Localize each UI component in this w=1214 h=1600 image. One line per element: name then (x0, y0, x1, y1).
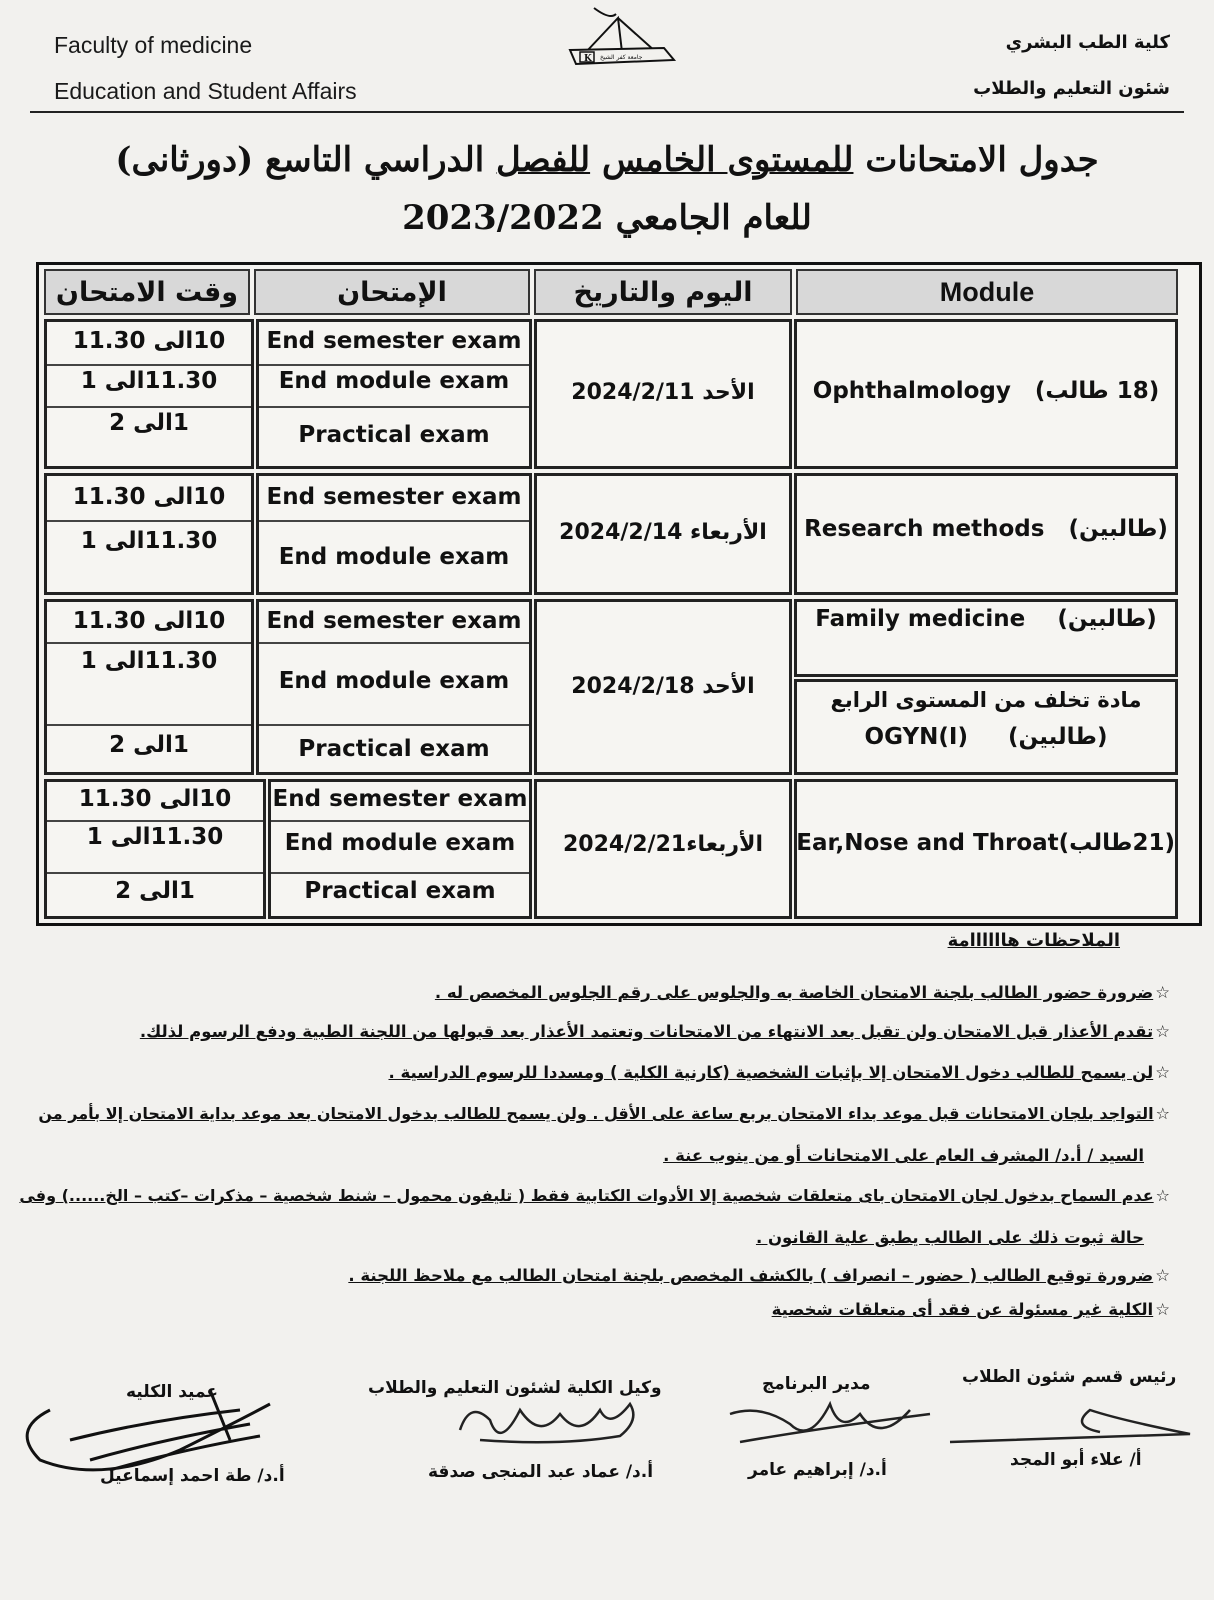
academic-year-title: للعام الجامعي 2023/2022 (402, 198, 812, 238)
group3-time-2: 11.30الى 1 (80, 648, 218, 674)
title-part4: للفصل (496, 140, 591, 180)
group1-exam-cell (256, 319, 532, 469)
header-day-date: اليوم والتاريخ (534, 269, 792, 315)
group2-module (797, 516, 1175, 542)
group3-module2-pre: مادة تخلف من المستوى الرابع (830, 688, 1142, 712)
group1-module-cell (794, 319, 1178, 469)
group4-date: الأربعاء2024/2/21 (562, 832, 763, 857)
star-icon: ☆ (1155, 1104, 1170, 1123)
group1-date-cell (534, 319, 792, 469)
title-part1: جدول الامتحانات (853, 140, 1099, 180)
group3-module2-cell (794, 679, 1178, 775)
group2-date: الأربعاء 2024/2/14 (559, 520, 767, 545)
department-name-en: Education and Student Affairs (54, 78, 357, 104)
star-icon: ☆ (1155, 983, 1170, 1002)
faculty-name-en: Faculty of medicine (54, 32, 253, 58)
group3-exam-2: End module exam (278, 668, 510, 694)
group2-exam-cell (256, 473, 532, 595)
page-title (0, 140, 1214, 180)
group4-module-count: (21طالب) (1058, 830, 1175, 856)
group2-time-2: 11.30الى 1 (80, 528, 218, 554)
group4-time-1: 10الى 11.30 (78, 786, 232, 812)
sig-title-program-director: مدير البرنامج (762, 1374, 871, 1394)
header-exam: الإمتحان (254, 269, 530, 315)
sig-title-student-affairs: رئيس قسم شئون الطلاب (962, 1367, 1177, 1387)
group3-time-1: 10الى 11.30 (72, 608, 226, 634)
group4-time-2: 11.30الى 1 (86, 824, 224, 850)
group4-module-name: Ear,Nose and Throat (796, 830, 1059, 856)
svg-text:K: K (584, 54, 592, 64)
group3-time-cell (44, 599, 254, 775)
sig-title-dean: عميد الكليه (126, 1382, 218, 1402)
note-5: ☆عدم السماح بدخول لجان الامتحان باى متعلقات شخصية إلا الأدوات الكتابية فقط ( تليفون محمول – شنط شخصية – مذكرات –كتب – الخ......) وفى (19, 1186, 1170, 1205)
department-name-ar: شئون التعليم والطلاب (973, 78, 1170, 99)
sig-name-program-director: أ.د/ إبراهيم عامر (748, 1460, 887, 1480)
group1-exam-2: End module exam (278, 368, 510, 394)
sig-title-vice-dean: وكيل الكلية لشئون التعليم والطلاب (368, 1378, 662, 1398)
logo-text: جامعة كفر الشيخ (600, 54, 643, 61)
group4-time-3: 1الى 2 (115, 878, 195, 904)
group2-time-cell (44, 473, 254, 595)
group4-module-cell (794, 779, 1178, 919)
group3-module2 (797, 724, 1175, 750)
star-icon: ☆ (1155, 1266, 1170, 1285)
group4-exam-1: End semester exam (272, 786, 528, 812)
group4-module (797, 830, 1175, 856)
group3-module1-cell (794, 599, 1178, 677)
group3-module1-name: Family medicine (815, 606, 1026, 632)
group1-module-name: Ophthalmology (812, 378, 1011, 404)
faculty-header-ar (973, 20, 1170, 112)
exam-schedule-table (36, 262, 1202, 926)
signature-program-director (720, 1384, 940, 1464)
sig-name-student-affairs: أ/ علاء أبو المجد (1010, 1450, 1142, 1470)
signature-vice-dean (440, 1380, 660, 1460)
group4-exam-cell (268, 779, 532, 919)
group1-time-3: 1الى 2 (109, 410, 189, 436)
signature-student-affairs (940, 1390, 1200, 1460)
faculty-name-ar: كلية الطب البشري (1005, 32, 1170, 53)
notes-heading: الملاحظات هاااااامة (947, 930, 1120, 951)
title-part2: للمستوى الخامس (601, 140, 854, 180)
header-module: Module (796, 269, 1178, 315)
group2-date-cell (534, 473, 792, 595)
group1-module (797, 378, 1175, 404)
header-time: وقت الامتحان (44, 269, 250, 315)
note-7: ☆الكلية غير مسئولة عن فقد أى متعلقات شخصية (771, 1300, 1170, 1319)
group1-date: الأحد 2024/2/11 (571, 380, 755, 405)
note-5-cont: حالة ثبوت ذلك على الطالب يطبق علية القانون . (755, 1228, 1144, 1247)
group3-module1 (797, 606, 1175, 632)
note-1: ☆ضرورة حضور الطالب بلجنة الامتحان الخاصة به والجلوس على رقم الجلوس المخصص له . (434, 983, 1170, 1002)
group2-exam-2: End module exam (278, 544, 510, 570)
group4-exam-3: Practical exam (304, 878, 496, 904)
group1-exam-3: Practical exam (298, 422, 490, 448)
header-divider (30, 111, 1184, 113)
group1-time-1: 10الى 11.30 (72, 328, 226, 354)
group1-time-2: 11.30الى 1 (80, 368, 218, 394)
title-part5: الدراسي التاسع (دورثانى) (115, 140, 497, 180)
group3-exam-cell (256, 599, 532, 775)
group3-module2-count: (طالبين) (1008, 724, 1108, 750)
group2-time-1: 10الى 11.30 (72, 484, 226, 510)
star-icon: ☆ (1155, 1063, 1170, 1082)
group3-exam-1: End semester exam (266, 608, 522, 634)
group1-exam-1: End semester exam (266, 328, 522, 354)
group2-module-name: Research methods (804, 516, 1045, 542)
note-6: ☆ضرورة توقيع الطالب ( حضور – انصراف ) بالكشف المخصص بلجنة امتحان الطالب مع ملاحظ اللجنة . (348, 1266, 1170, 1285)
faculty-header-en (54, 22, 357, 114)
group3-date: الأحد 2024/2/18 (571, 674, 755, 699)
group2-module-cell (794, 473, 1178, 595)
sig-name-vice-dean: أ.د/ عماد عبد المنجى صدقة (428, 1462, 654, 1482)
star-icon: ☆ (1155, 1186, 1170, 1205)
sig-name-dean: أ.د/ طة احمد إسماعيل (100, 1466, 285, 1486)
university-logo-icon (524, 0, 684, 92)
note-2: ☆تقدم الأعذار قبل الامتحان ولن تقبل بعد الانتهاء من الامتحانات وتعتمد الأعذار بعد قبولها من اللجنة الطبية ودفع الرسوم لذلك. (139, 1022, 1170, 1041)
group1-module-count: (18 طالب) (1034, 378, 1160, 404)
signature-dean (10, 1380, 290, 1490)
group3-date-cell (534, 599, 792, 775)
group3-time-3: 1الى 2 (109, 732, 189, 758)
group2-exam-1: End semester exam (266, 484, 522, 510)
group1-time-cell (44, 319, 254, 469)
note-3: ☆لن يسمح للطالب دخول الامتحان إلا بإثبات الشخصية (كارنية الكلية ) ومسددا للرسوم الدراسية . (388, 1063, 1170, 1082)
star-icon: ☆ (1155, 1300, 1170, 1319)
title-part3 (590, 140, 602, 180)
group4-date-cell (534, 779, 792, 919)
group3-module1-count: (طالبين) (1057, 606, 1157, 632)
group4-time-cell (44, 779, 266, 919)
star-icon: ☆ (1155, 1022, 1170, 1041)
group4-exam-2: End module exam (284, 830, 516, 856)
group2-module-count: (طالبين) (1068, 516, 1168, 542)
group3-module2-name: OGYN(I) (864, 724, 968, 750)
group3-exam-3: Practical exam (298, 736, 490, 762)
note-4-cont: السيد / أ.د/ المشرف العام على الامتحانات أو من ينوب عنة . (663, 1146, 1144, 1165)
note-4: ☆التواجد بلجان الامتحانات قبل موعد بداء الامتحان بربع ساعة على الأقل . ولن يسمح للطالب بدخول الامتحان بعد موعد بداية الامتحان إلا بأمر من (38, 1104, 1170, 1123)
